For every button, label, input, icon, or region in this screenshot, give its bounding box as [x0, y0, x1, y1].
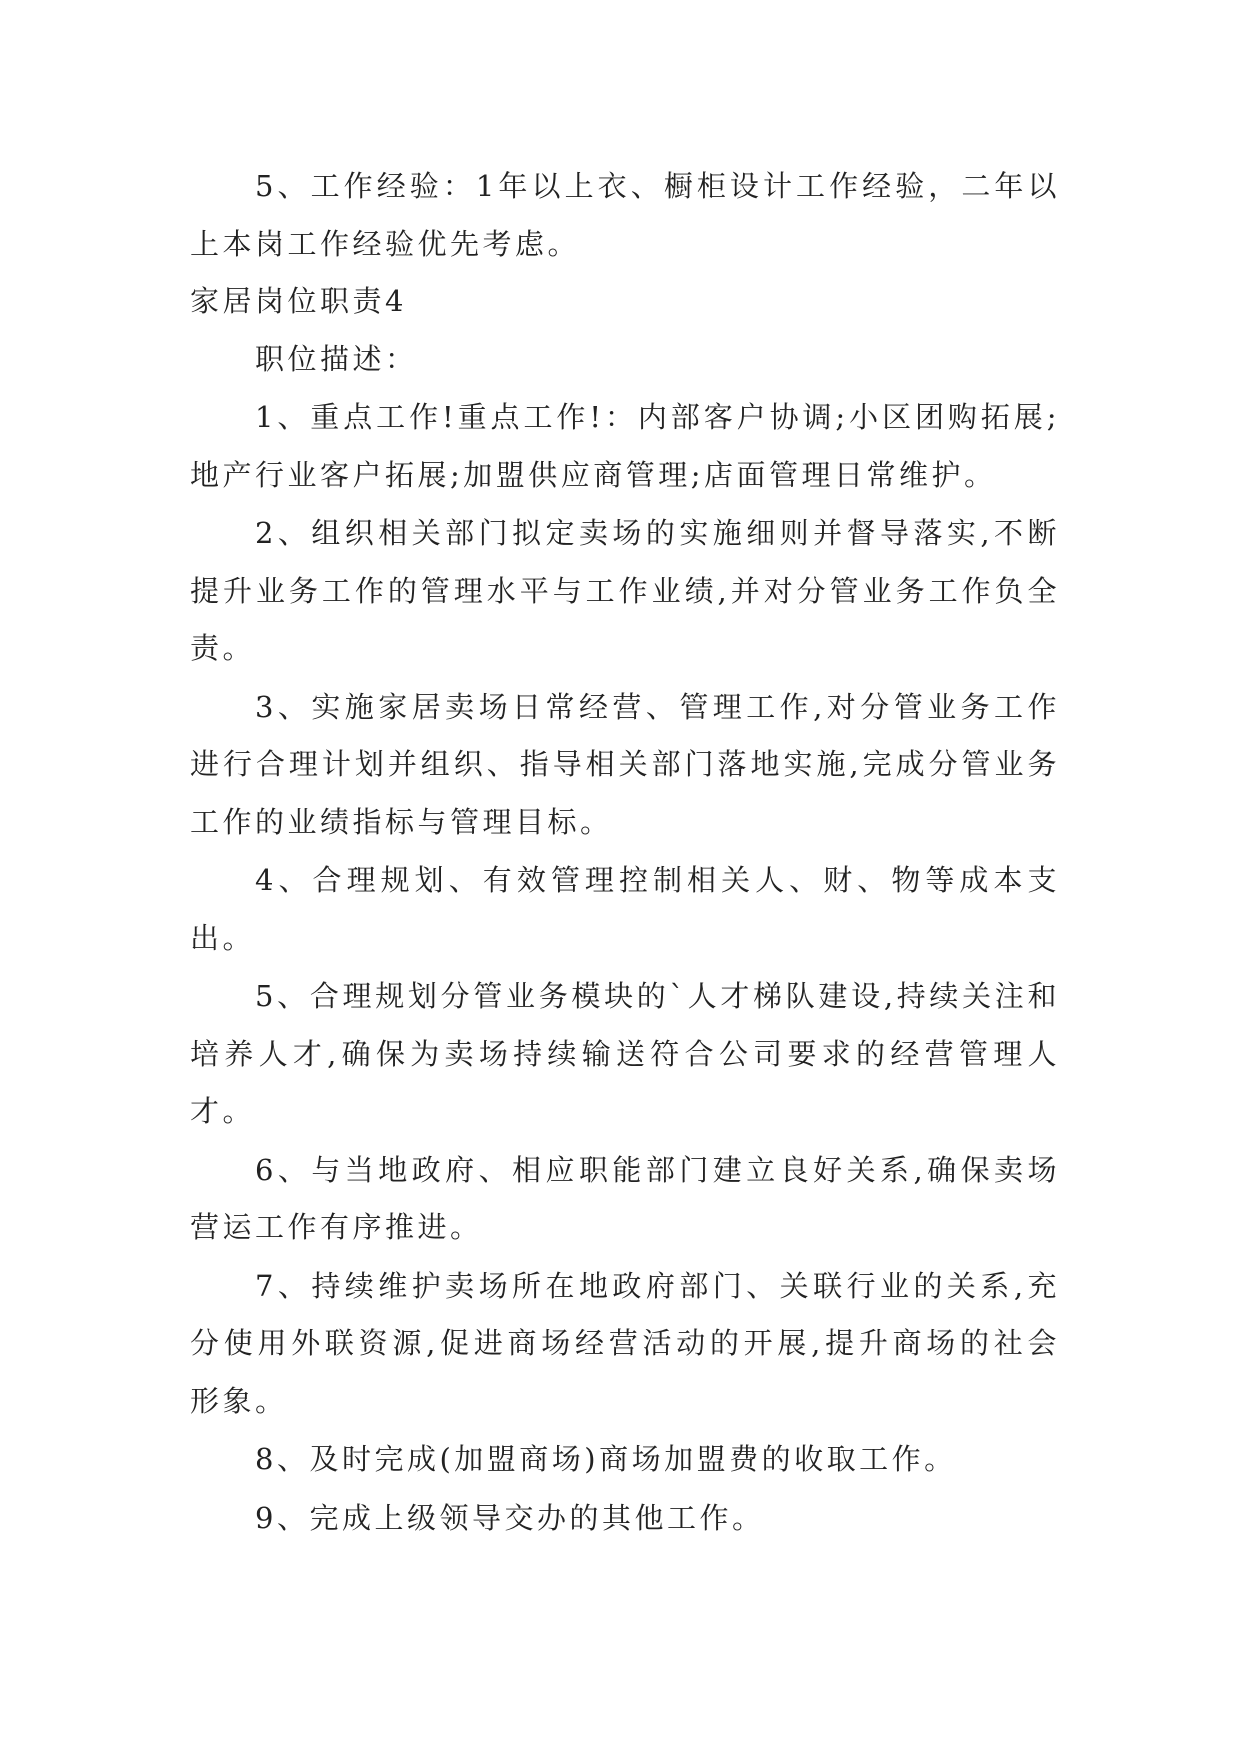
document-body	[190, 158, 1060, 1547]
paragraph-work-experience: 5、工作经验：1年以上衣、橱柜设计工作经验，二年以上本岗工作经验优先考虑。	[190, 169, 1060, 261]
paragraph-duty-5: 5、合理规划分管业务模块的`人才梯队建设,持续关注和培养人才,确保为卖场持续输送符合公司要求的经营管理人才。	[190, 979, 1060, 1128]
paragraph-duty-2: 2、组织相关部门拟定卖场的实施细则并督导落实,不断提升业务工作的管理水平与工作业绩,并对分管业务工作负全责。	[190, 516, 1060, 665]
paragraph-duty-1: 1、重点工作!重点工作!：内部客户协调;小区团购拓展;地产行业客户拓展;加盟供应商管理;店面管理日常维护。	[190, 400, 1060, 492]
section-heading: 家居岗位职责4	[190, 284, 407, 318]
paragraph-duty-4: 4、合理规划、有效管理控制相关人、财、物等成本支出。	[190, 863, 1060, 955]
paragraph-duty-9: 9、完成上级领导交办的其他工作。	[255, 1500, 765, 1535]
paragraph-job-description-label: 职位描述：	[255, 341, 418, 376]
paragraph-duty-7: 7、持续维护卖场所在地政府部门、关联行业的关系,充分使用外联资源,促进商场经营活动的开展,提升商场的社会形象。	[190, 1268, 1060, 1418]
paragraph-duty-3: 3、实施家居卖场日常经营、管理工作,对分管业务工作进行合理计划并组织、指导相关部门落地实施,完成分管业务工作的业绩指标与管理目标。	[190, 689, 1060, 839]
paragraph-duty-8: 8、及时完成(加盟商场)商场加盟费的收取工作。	[255, 1442, 957, 1476]
paragraph-duty-6: 6、与当地政府、相应职能部门建立良好关系,确保卖场营运工作有序推进。	[190, 1152, 1060, 1244]
